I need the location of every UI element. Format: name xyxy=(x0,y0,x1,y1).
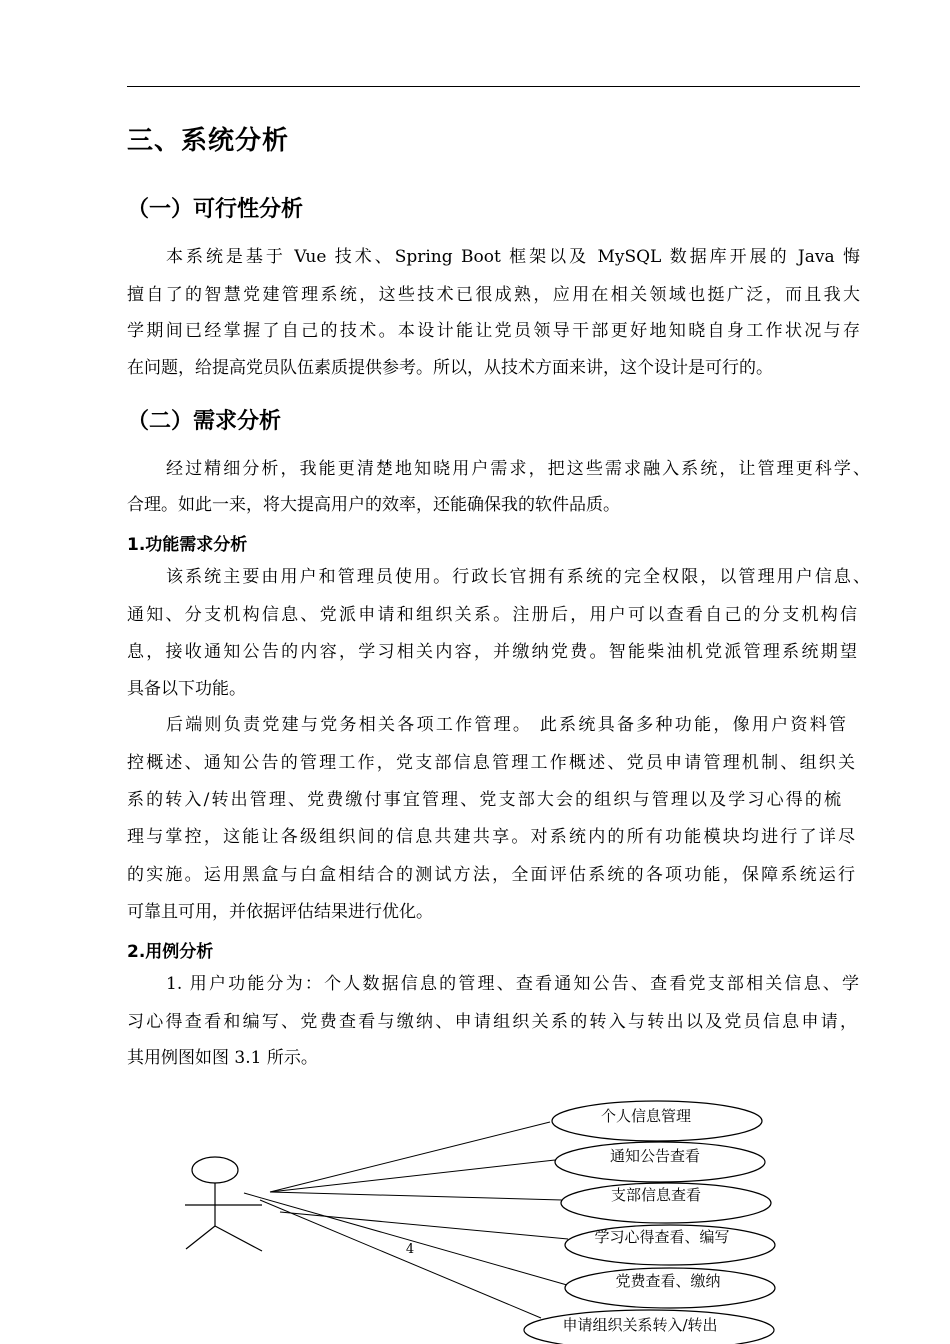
feasibility-line: 本系统是基于 Vue 技术、Spring Boot 框架以及 MySQL 数据库开展的 Java 悔 xyxy=(166,247,860,267)
feasibility-line: 学期间已经掌握了自己的技术。本设计能让党员领导干部更好地知晓自身工作状况与存 xyxy=(127,321,860,341)
actor-right-leg xyxy=(215,1226,262,1251)
association-line xyxy=(270,1122,550,1192)
functional-line: 控概述、通知公告的管理工作，党支部信息管理工作概述、党员申请管理机制、组织关 xyxy=(127,753,855,773)
functional-line: 该系统主要由用户和管理员使用。行政长官拥有系统的完全权限，以管理用户信息、 xyxy=(166,567,870,587)
association-line xyxy=(244,1193,567,1285)
use-case-diagram xyxy=(0,1090,950,1344)
functional-line: 可靠且可用，并依据评估结果进行优化。 xyxy=(127,902,433,922)
requirements-intro-line: 经过精细分析，我能更清楚地知晓用户需求，把这些需求融入系统，让管理更科学、 xyxy=(166,459,870,479)
actor-figure xyxy=(185,1157,262,1251)
use-case-label: 通知公告查看 xyxy=(609,1147,701,1165)
requirements-heading: （二）需求分析 xyxy=(127,409,282,434)
section-title: 三、系统分析 xyxy=(127,126,290,156)
use-case-label: 学习心得查看、编写 xyxy=(594,1228,730,1246)
requirements-intro-line: 合理。如此一来，将大提高用户的效率，还能确保我的软件品质。 xyxy=(127,495,620,515)
header-rule xyxy=(127,86,860,87)
functional-heading: 1.功能需求分析 xyxy=(127,535,248,555)
association-line xyxy=(270,1160,555,1192)
use-case-label: 支部信息查看 xyxy=(610,1186,702,1204)
use-case-line: 1. 用户功能分为：个人数据信息的管理、查看通知公告、查看党支部相关信息、学 xyxy=(166,974,859,994)
actor-left-leg xyxy=(186,1226,215,1249)
feasibility-heading: （一）可行性分析 xyxy=(127,197,304,222)
use-case-label: 申请组织关系转入/转出 xyxy=(562,1316,718,1334)
use-case-label: 党费查看、缴纳 xyxy=(615,1272,721,1290)
use-case-label: 个人信息管理 xyxy=(600,1107,692,1125)
functional-line: 理与掌控，这能让各级组织间的信息共建共享。对系统内的所有功能模块均进行了详尽 xyxy=(127,827,855,847)
actor-head xyxy=(192,1157,238,1183)
association-line xyxy=(270,1192,562,1200)
functional-line: 息，接收通知公告的内容，学习相关内容，并缴纳党费。智能柴油机党派管理系统期望 xyxy=(127,642,857,662)
functional-line: 的实施。运用黑盒与白盒相结合的测试方法，全面评估系统的各项功能，保障系统运行 xyxy=(127,865,855,885)
functional-line: 系的转入/转出管理、党费缴付事宜管理、党支部大会的组织与管理以及学习心得的梳 xyxy=(127,790,841,810)
functional-line: 后端则负责党建与党务相关各项工作管理。 此系统具备多种功能，像用户资料管 xyxy=(166,715,846,735)
use-case-line: 其用例图如图 3.1 所示。 xyxy=(127,1048,318,1068)
feasibility-line: 在问题，给提高党员队伍素质提供参考。所以，从技术方面来讲，这个设计是可行的。 xyxy=(127,358,773,378)
functional-line: 通知、分支机构信息、党派申请和组织关系。注册后，用户可以查看自己的分支机构信 xyxy=(127,605,857,625)
use-case-line: 习心得查看和编写、党费查看与缴纳、申请组织关系的转入与转出以及党员信息申请， xyxy=(127,1012,857,1032)
association-lines xyxy=(244,1122,568,1318)
use-case-heading: 2.用例分析 xyxy=(127,942,214,962)
feasibility-line: 擅自了的智慧党建管理系统，这些技术已很成熟，应用在相关领域也挺广泛，而且我大 xyxy=(127,285,860,305)
association-line xyxy=(260,1200,541,1318)
use-case-ellipses xyxy=(524,1101,775,1344)
page-number: 4 xyxy=(405,1242,415,1257)
functional-line: 具备以下功能。 xyxy=(127,679,246,699)
